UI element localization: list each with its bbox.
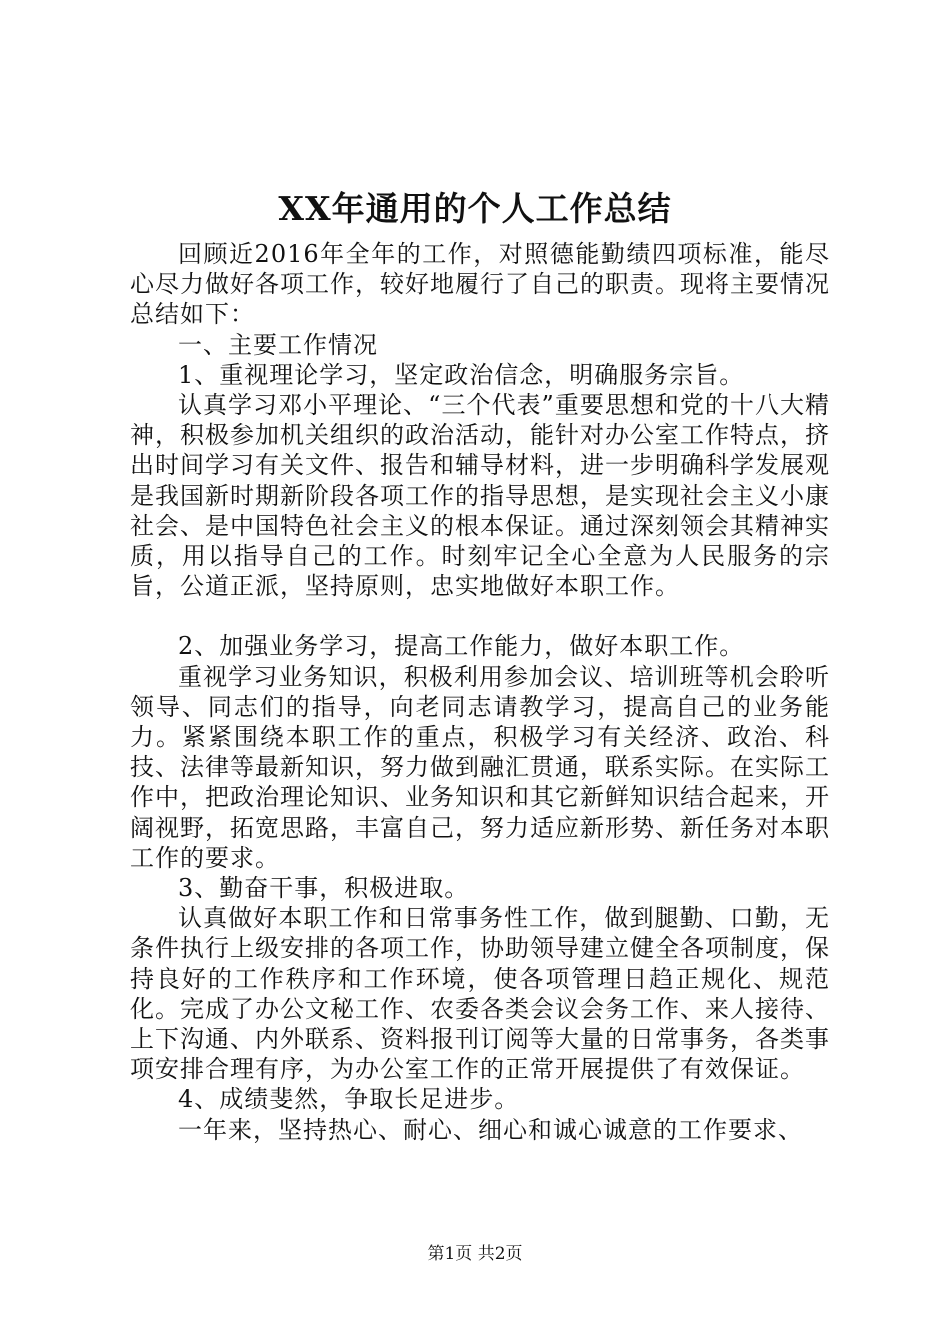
paragraph-theory-study: 认真学习邓小平理论、“三个代表”重要思想和党的十八大精神，积极参加机关组织的政治活动，能针对办公室工作特点，挤出时间学习有关文件、报告和辅导材料，进一步明确科学发展观是我国新时期新阶段各项工作的指导思想，是实现社会主义小康社会、是中国特色社会主义的根本保证。通过深刻领会其精神实质，用以指导自己的工作。时刻牢记全心全意为人民服务的宗旨，公道正派，坚持原则，忠实地做好本职工作。 [130, 391, 830, 601]
paragraph-business-study: 重视学习业务知识，积极利用参加会议、培训班等机会聆听领导、同志们的指导，向老同志请教学习，提高自己的业务能力。紧紧围绕本职工作的重点，积极学习有关经济、政治、科技、法律等最新知识，努力做到融汇贯通，联系实际。在实际工作中，把政治理论知识、业务知识和其它新鲜知识结合起来，开阔视野，拓宽思路，丰富自己，努力适应新形势、新任务对本职工作的要求。 [130, 662, 830, 872]
page-number-footer: 第1页 共2页 [427, 1244, 523, 1264]
document-body [130, 239, 830, 1145]
item-heading-theory-study: 1、重视理论学习，坚定政治信念，明确服务宗旨。 [178, 360, 745, 389]
intro-paragraph: 回顾近2016年全年的工作，对照德能勤绩四项标准，能尽心尽力做好各项工作，较好地履行了自己的职责。现将主要情况总结如下： [130, 240, 830, 329]
item-heading-diligence: 3、勤奋干事，积极进取。 [178, 874, 470, 903]
section-heading-main-work: 一、主要工作情况 [178, 330, 378, 359]
item-heading-achievements: 4、成绩斐然，争取长足进步。 [178, 1085, 520, 1114]
paragraph-achievements: 一年来，坚持热心、耐心、细心和诚心诚意的工作要求、 [178, 1115, 803, 1144]
document-title: XX年通用的个人工作总结 [278, 189, 672, 228]
item-heading-business-study: 2、加强业务学习，提高工作能力，做好本职工作。 [178, 632, 745, 661]
paragraph-spacer [130, 601, 830, 631]
paragraph-diligence: 认真做好本职工作和日常事务性工作，做到腿勤、口勤，无条件执行上级安排的各项工作，协助领导建立健全各项制度，保持良好的工作秩序和工作环境，使各项管理日趋正规化、规范化。完成了办公文秘工作、农委各类会议会务工作、来人接待、上下沟通、内外联系、资料报刊订阅等大量的日常事务，各类事项安排合理有序，为办公室工作的正常开展提供了有效保证。 [130, 904, 830, 1084]
